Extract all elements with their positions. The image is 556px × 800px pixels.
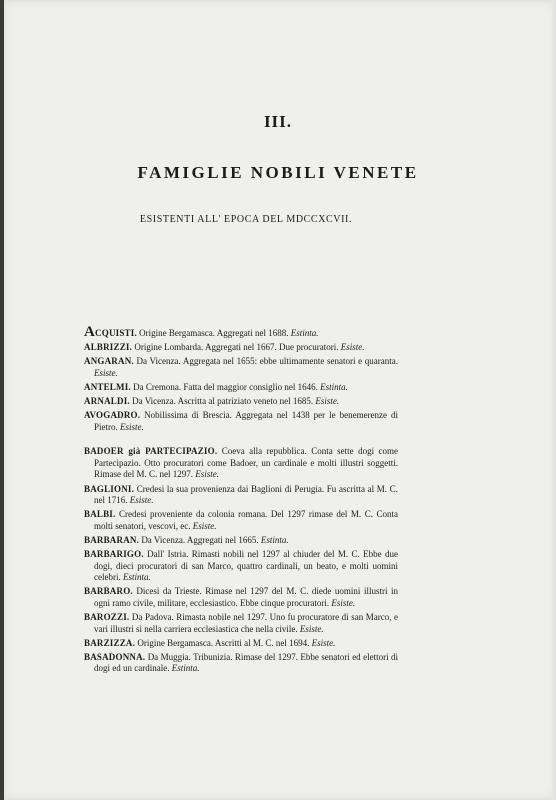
family-description: Nobilissima di Brescia. Aggregata nel 1438 per le benemerenze di Pietro. xyxy=(94,410,399,432)
family-status: Esiste. xyxy=(331,597,356,608)
family-description: Da Vicenza. Ascritta al patriziato veneto nel 1685. xyxy=(132,395,314,406)
family-name: ACQUISTI. xyxy=(84,324,137,340)
family-status: Estinta. xyxy=(290,328,319,338)
family-entry xyxy=(84,612,398,635)
section-number: III. xyxy=(263,112,293,131)
family-description: Dall' Istria. Rimasti nobili nel 1297 al chiuder del M. C. Ebbe due dogi, dieci procuratori di san Marco, quattro cardinali, un beato, e molti uomini celebri. xyxy=(94,549,399,583)
section-title: FAMIGLIE NOBILI VENETE xyxy=(137,163,419,182)
family-entry xyxy=(84,535,398,547)
family-description: Dicesi da Trieste. Rimase nel 1297 del M. C. diede uomini illustri in ogni ramo civile, militare, ecclesiastico. Ebbe cinque procuratori. xyxy=(94,586,398,608)
family-entry xyxy=(84,410,398,433)
family-name: BARBARIGO. xyxy=(84,549,144,559)
family-description: Credesi la sua provenienza dai Baglioni di Perugia. Fu ascritta al M. C. nel 1716. xyxy=(94,483,398,506)
section-subtitle: ESISTENTI ALL' EPOCA DEL MDCCXCVII. xyxy=(139,214,353,225)
family-name: BARZIZZA. xyxy=(84,637,136,648)
family-status: Estinta. xyxy=(171,663,200,674)
family-description: Da Padova. Rimasta nobile nel 1297. Uno fu procuratore di san Marco, e vari illustri sì nella carriera ecclesiastica che nella civile. xyxy=(94,611,399,634)
family-description: Credesi proveniente da colonia romana. Del 1297 rimase del M. C. Conta molti senatori, vescovi, ec. xyxy=(94,509,398,531)
family-status: Esiste. xyxy=(129,495,154,506)
family-status: Esiste. xyxy=(311,637,336,648)
family-status: Esiste. xyxy=(299,623,324,634)
family-description: Origine Bergamasca. Ascritti al M. C. nel 1694. xyxy=(137,637,310,648)
family-description: Da Vicenza. Aggregati nel 1665. xyxy=(141,534,259,545)
family-status: Estinta. xyxy=(320,381,348,392)
family-name: ARNALDI. xyxy=(84,395,130,406)
family-status: Esiste. xyxy=(192,520,217,531)
family-name: ALBRIZZI. xyxy=(84,342,133,353)
family-name: ANTELMI. xyxy=(84,381,131,392)
family-description: Da Vicenza. Aggregata nel 1655: ebbe ultimamente senatori e quaranta. xyxy=(136,356,399,367)
family-entry xyxy=(84,342,398,354)
family-entry xyxy=(84,356,398,379)
family-name: BALBI. xyxy=(84,509,116,520)
family-entry xyxy=(84,324,398,340)
family-entry xyxy=(84,382,398,394)
family-entry xyxy=(84,652,398,675)
family-status: Estinta. xyxy=(122,572,151,583)
family-name: BAROZZI. xyxy=(84,611,130,622)
family-status: Esiste. xyxy=(120,421,144,432)
family-entry xyxy=(84,638,398,650)
family-entry xyxy=(84,396,398,408)
family-list xyxy=(84,324,399,677)
family-description: Da Muggia. Tribunizia. Rimase del 1297. Ebbe senatori ed elettori di dogi ed un cardinale. xyxy=(94,651,398,674)
family-description: Origine Bergamasca. Aggregati nel 1688. xyxy=(139,328,289,338)
family-entry xyxy=(84,509,398,532)
family-status: Esiste. xyxy=(340,342,365,353)
family-name: ANGARAN. xyxy=(84,356,134,367)
family-description: Coeva alla repubblica. Conta sette dogi come Partecipazio. Otto procuratori come Badoer, un cardinale e molti illustri soggetti. Rimase del M. C. nel 1297. xyxy=(94,446,398,480)
family-name: BADOER già PARTECIPAZIO. xyxy=(84,446,218,457)
family-name: BARBARO. xyxy=(84,586,133,597)
family-name: BASADONNA. xyxy=(84,651,146,662)
family-description: Da Cremona. Fatta del maggior consiglio nel 1646. xyxy=(133,381,318,392)
family-status: Esiste. xyxy=(315,395,340,406)
family-entry xyxy=(84,446,398,481)
family-name: BARBARAN. xyxy=(84,534,140,545)
family-description: Origine Lombarda. Aggregati nel 1667. Due procuratori. xyxy=(134,342,339,353)
family-entry xyxy=(84,484,398,507)
family-entry xyxy=(84,549,398,584)
family-status: Esiste. xyxy=(94,367,118,378)
family-entry xyxy=(84,586,398,609)
family-status: Esiste. xyxy=(195,469,219,480)
family-name: BAGLIONI. xyxy=(84,483,135,494)
family-status: Estinta. xyxy=(260,534,289,545)
family-name: AVOGADRO. xyxy=(84,410,141,421)
